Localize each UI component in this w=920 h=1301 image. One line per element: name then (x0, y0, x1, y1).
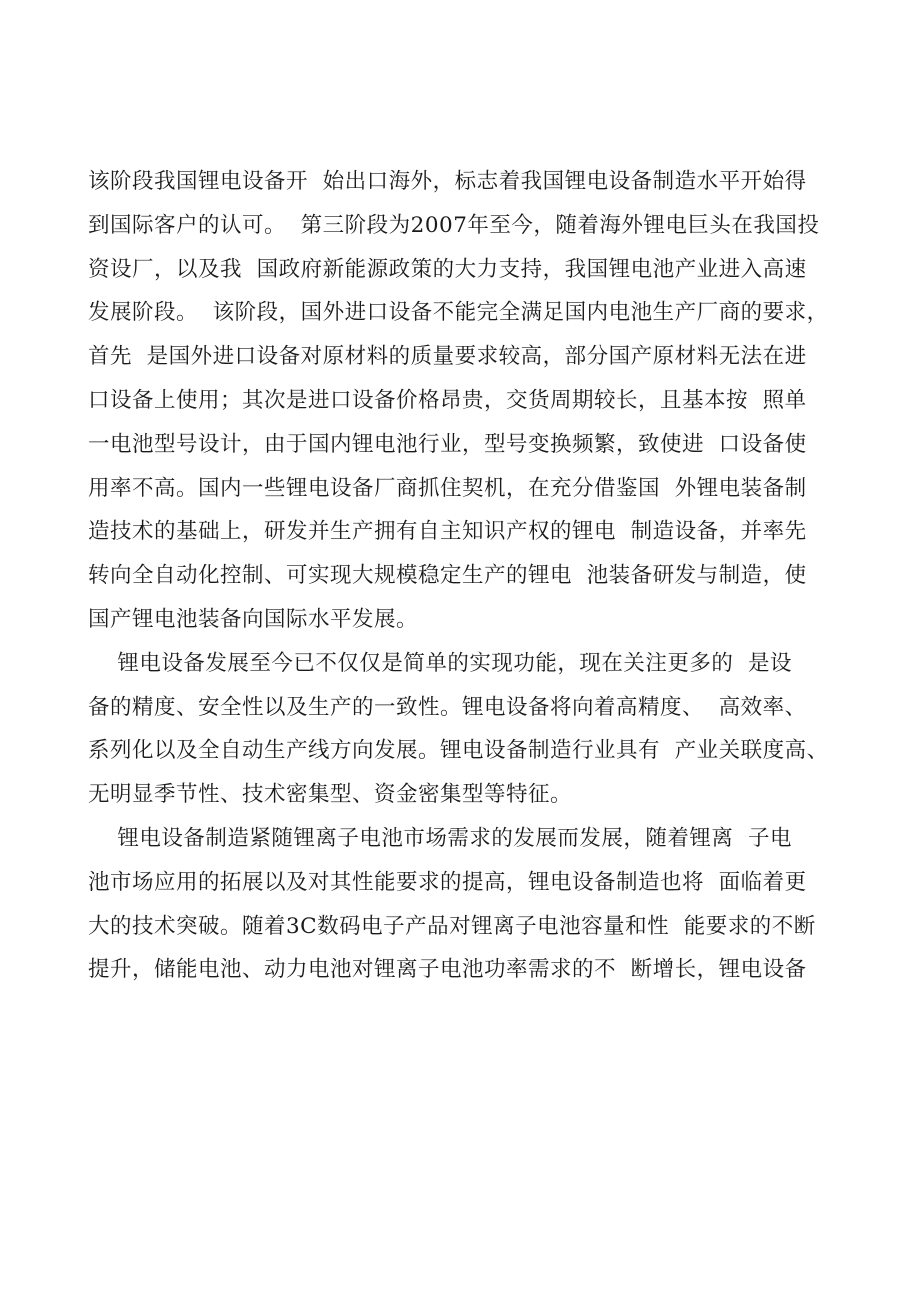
paragraph-1 (88, 160, 858, 642)
text-line: 造技术的基础上，研发并生产拥有自主知识产权的锂电 制造设备，并率先 (88, 519, 807, 545)
paragraph-3 (88, 817, 858, 992)
text-line: 池市场应用的拓展以及对其性能要求的提高，锂电设备制造也将 面临着更 (88, 869, 807, 895)
text-line: 提升，储能电池、动力电池对锂离子电池功率需求的不 断增长，锂电设备 (88, 957, 807, 983)
text-line: 用率不高。国内一些锂电设备厂商抓住契机，在充分借鉴国 外锂电装备制 (88, 475, 807, 501)
paragraph-2 (88, 642, 858, 817)
text-line: 系列化以及全自动生产线方向发展。锂电设备制造行业具有 产业关联度高、 (88, 738, 829, 764)
text-line: 备的精度、安全性以及生产的一致性。锂电设备将向着高精度、 高效率、 (88, 694, 807, 720)
text-line: 无明显季节性、技术密集型、资金密集型等特征。 (88, 782, 573, 808)
text-line: 首先 是国外进口设备对原材料的质量要求较高，部分国产原材料无法在进 (88, 344, 807, 370)
text-line: 大的技术突破。随着3C数码电子产品对锂离子电池容量和性 能要求的不断 (88, 913, 816, 939)
text-line: 发展阶段。 该阶段，国外进口设备不能完全满足国内电池生产厂商的要求， (88, 300, 829, 326)
text-line: 转向全自动化控制、可实现大规模稳定生产的锂电 池装备研发与制造，使 (88, 563, 807, 589)
text-line: 资设厂，以及我 国政府新能源政策的大力支持，我国锂电池产业进入高速 (88, 256, 807, 282)
text-line: 口设备上使用；其次是进口设备价格昂贵，交货周期较长，且基本按 照单 (88, 387, 807, 413)
text-line: 锂电设备制造紧随锂离子电池市场需求的发展而发展，随着锂离 子电 (88, 825, 793, 851)
document-body (88, 160, 858, 992)
text-line: 到国际客户的认可。 第三阶段为2007年至今，随着海外锂电巨头在我国投 (88, 212, 820, 238)
text-line: 国产锂电池装备向国际水平发展。 (88, 606, 419, 632)
text-line: 一电池型号设计，由于国内锂电池行业，型号变换频繁，致使进 口设备使 (88, 431, 807, 457)
text-line: 该阶段我国锂电设备开 始出口海外，标志着我国锂电设备制造水平开始得 (88, 169, 807, 194)
text-line: 锂电设备发展至今已不仅仅是简单的实现功能，现在关注更多的 是设 (88, 650, 793, 676)
